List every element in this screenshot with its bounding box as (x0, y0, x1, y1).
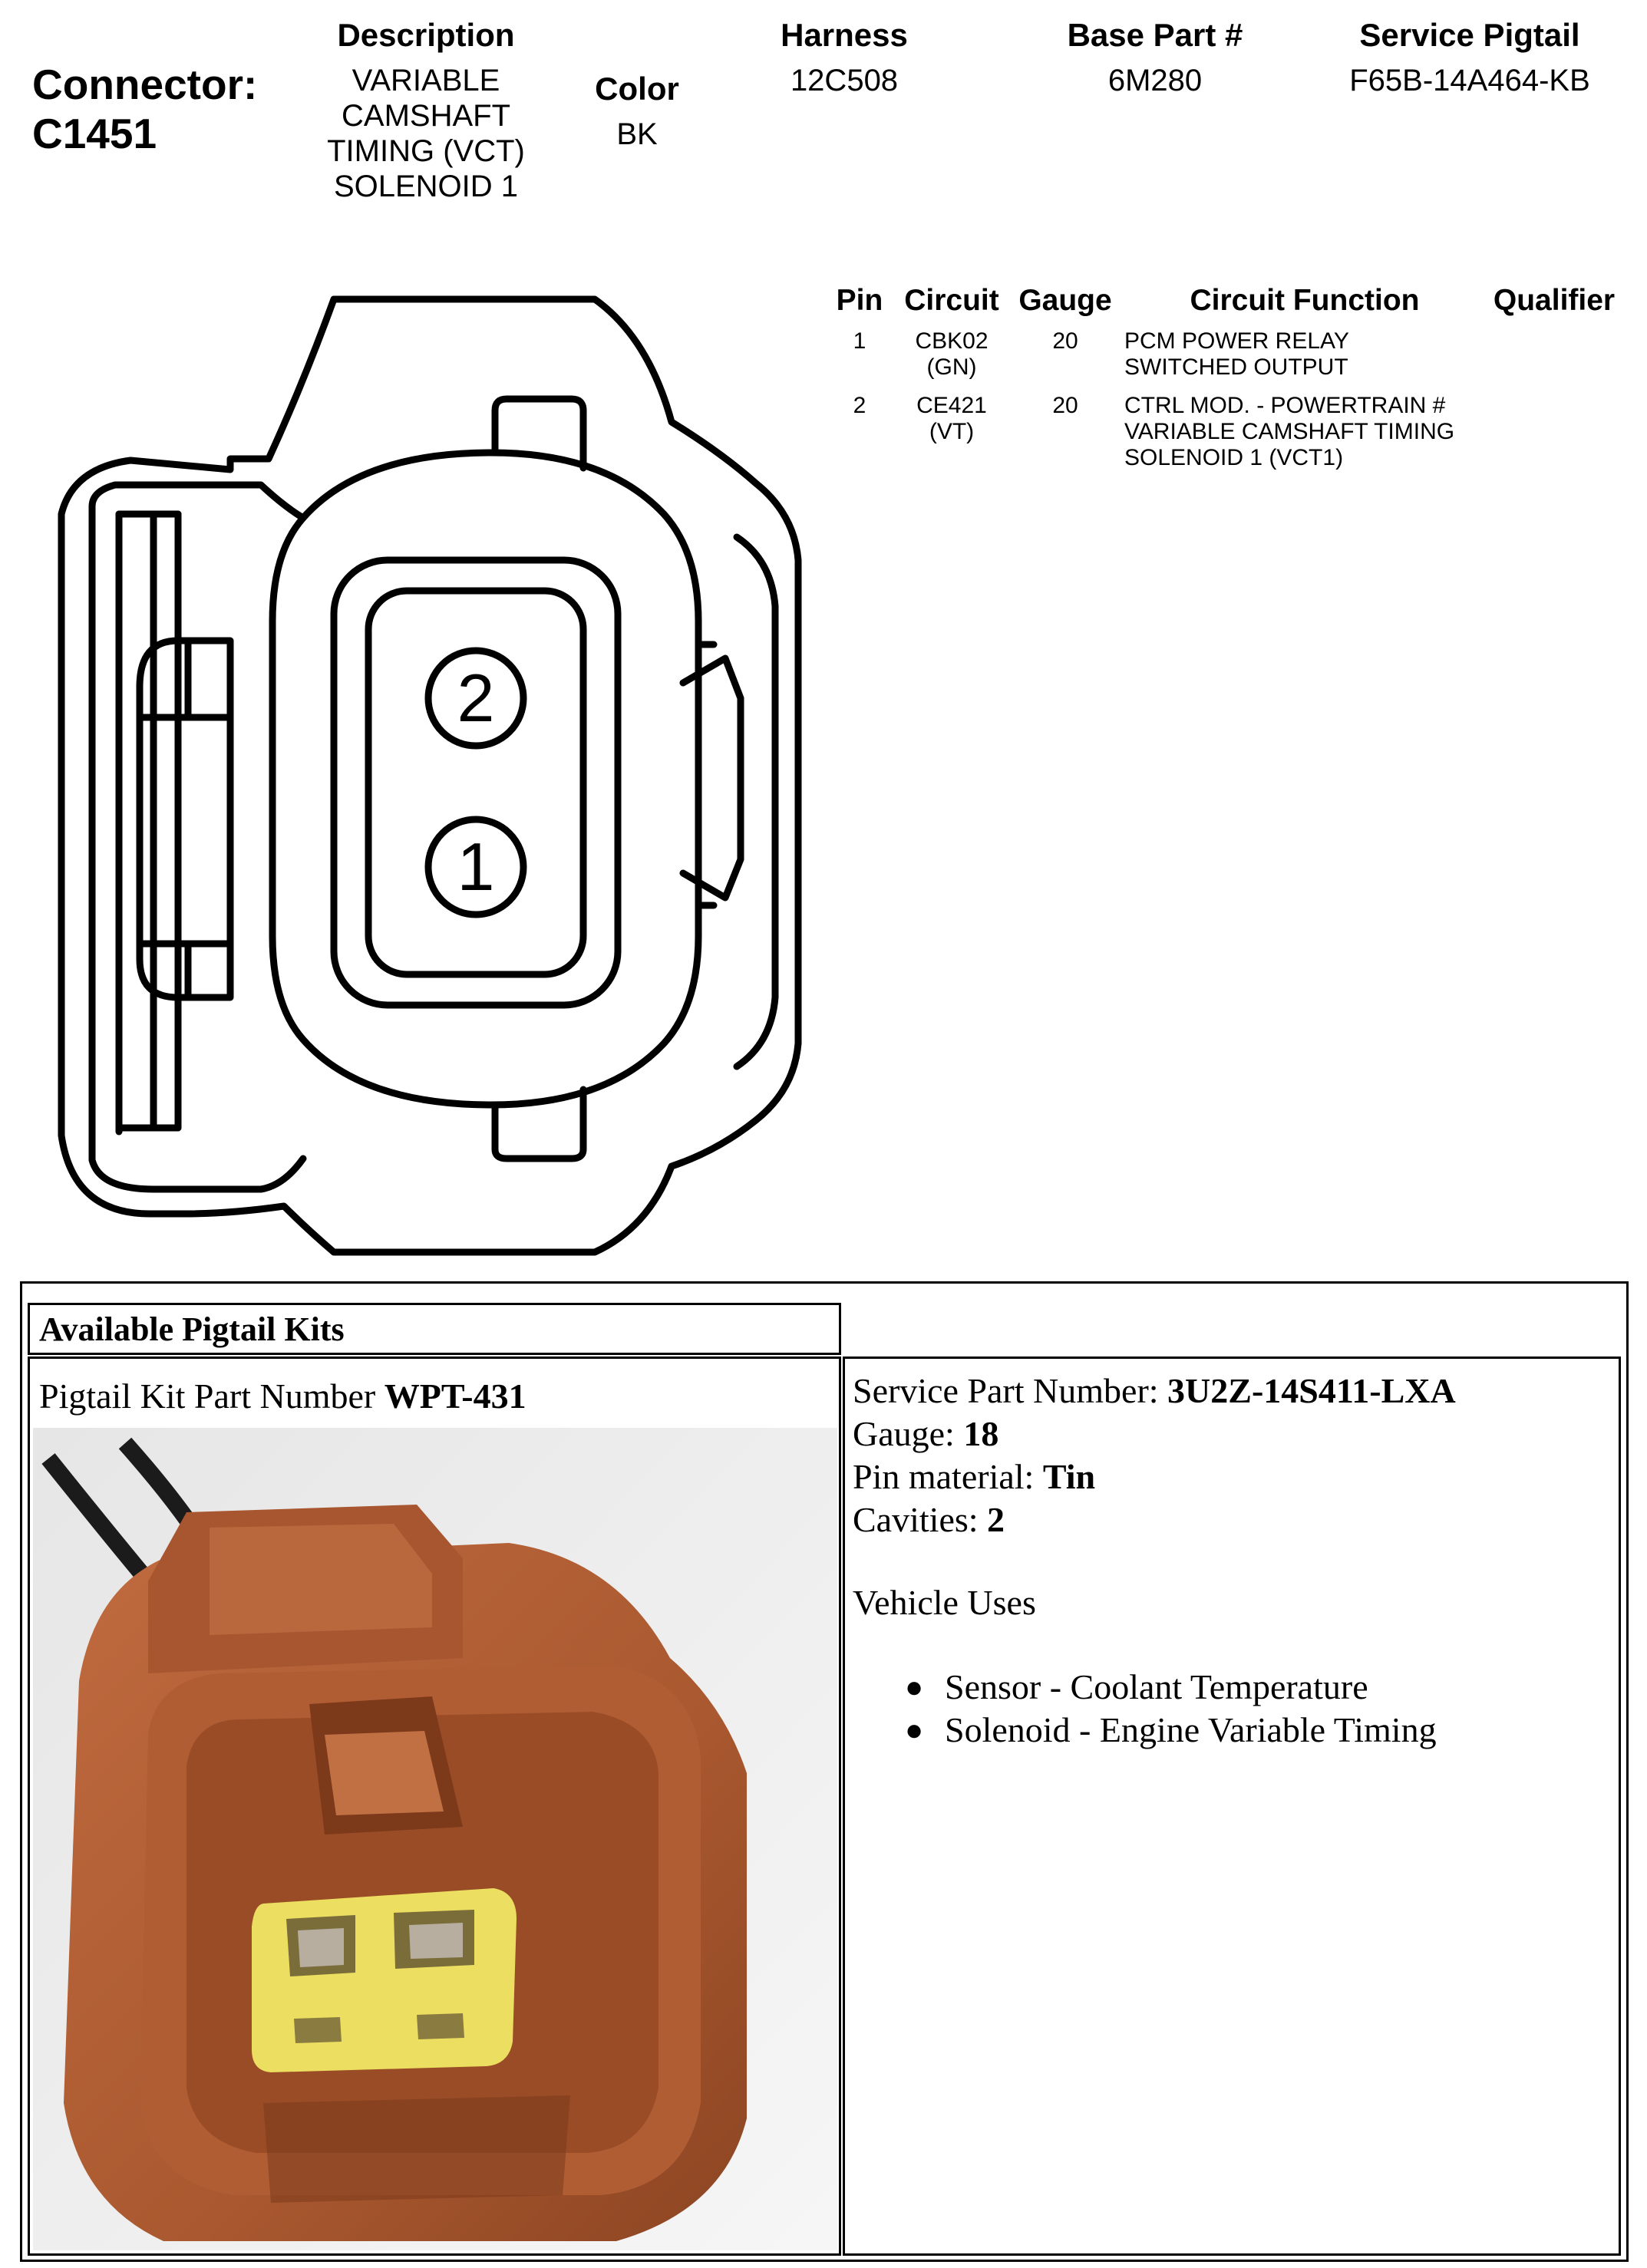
function-line: CTRL MOD. - POWERTRAIN # (1124, 393, 1446, 418)
base-part-value: 6M280 (1107, 64, 1203, 97)
circuit-col-header: Circuit (904, 284, 999, 317)
row1-gauge: 20 (1052, 328, 1078, 354)
pigtail-kit-details-panel (843, 1357, 1621, 2256)
function-col-header: Circuit Function (1190, 284, 1420, 317)
cavities-value: 2 (987, 1500, 1005, 1539)
color-value: BK (616, 117, 658, 151)
harness-header: Harness (781, 17, 908, 53)
circuit-line: (VT) (929, 419, 975, 444)
circuit-line: CE421 (916, 393, 987, 418)
service-part-line (853, 1370, 1456, 1413)
pin-material-label: Pin material: (853, 1457, 1043, 1496)
connector-label (32, 60, 257, 158)
gauge-line (853, 1413, 1456, 1455)
pin-col-header: Pin (836, 284, 883, 317)
vehicle-uses-list (905, 1666, 1437, 1752)
harness-value: 12C508 (790, 64, 899, 97)
description-line: SOLENOID 1 (333, 170, 519, 203)
cavities-label: Cavities: (853, 1500, 988, 1539)
row2-pin: 2 (853, 393, 866, 418)
service-pigtail-value: F65B-14A464-KB (1349, 64, 1590, 97)
kit-details (853, 1370, 1456, 1624)
vehicle-uses-label: Vehicle Uses (853, 1583, 1036, 1622)
row1-function (1124, 328, 1477, 381)
pin-2-label: 2 (457, 660, 495, 736)
bullet-icon: ● (905, 1670, 924, 1704)
row2-gauge: 20 (1052, 393, 1078, 418)
service-part-value: 3U2Z-14S411-LXA (1167, 1371, 1456, 1410)
base-part-header: Base Part # (1067, 17, 1243, 53)
vehicle-use-text: Sensor - Coolant Temperature (945, 1667, 1368, 1706)
bullet-icon: ● (905, 1713, 924, 1747)
vehicle-use-text: Solenoid - Engine Variable Timing (945, 1710, 1437, 1749)
circuit-line: CBK02 (915, 328, 989, 354)
function-line: SOLENOID 1 (VCT1) (1124, 445, 1344, 470)
function-line: VARIABLE CAMSHAFT TIMING (1124, 419, 1455, 444)
service-part-label: Service Part Number: (853, 1371, 1168, 1410)
pin-1-label: 1 (457, 829, 495, 905)
row2-circuit (894, 393, 1009, 445)
pigtail-kits-title-box (28, 1303, 841, 1355)
description-value (299, 63, 553, 204)
description-header: Description (337, 17, 515, 53)
circuit-line: (GN) (926, 354, 977, 380)
row1-circuit (894, 328, 1009, 381)
kit-part-number: WPT-431 (384, 1376, 526, 1416)
function-line: PCM POWER RELAY (1124, 328, 1349, 354)
kit-part-number-prefix: Pigtail Kit Part Number (39, 1376, 385, 1416)
color-header: Color (595, 71, 679, 107)
description-line: VARIABLE (352, 64, 500, 97)
connector-face-diagram (0, 284, 837, 1281)
gauge-label: Gauge: (853, 1414, 964, 1453)
connector-id: C1451 (32, 110, 157, 157)
gauge-value: 18 (963, 1414, 999, 1453)
gauge-col-header: Gauge (1018, 284, 1112, 317)
pigtail-kit-left-panel (28, 1357, 841, 2256)
description-line: CAMSHAFT (342, 99, 510, 133)
pin-material-line (853, 1455, 1456, 1498)
service-pigtail-header: Service Pigtail (1359, 17, 1580, 53)
pigtail-connector-photo (33, 1428, 837, 2250)
description-line: TIMING (VCT) (327, 134, 525, 168)
row2-function (1124, 393, 1493, 471)
row1-pin: 1 (853, 328, 866, 354)
list-item (905, 1709, 1437, 1752)
cavities-line (853, 1498, 1456, 1541)
pigtail-kits-title: Available Pigtail Kits (39, 1310, 345, 1348)
function-line: SWITCHED OUTPUT (1124, 354, 1348, 380)
qualifier-col-header: Qualifier (1493, 284, 1616, 317)
connector-label-text: Connector: (32, 61, 258, 108)
pin-material-value: Tin (1042, 1457, 1096, 1496)
kit-part-number-line (39, 1376, 526, 1416)
list-item (905, 1666, 1437, 1709)
